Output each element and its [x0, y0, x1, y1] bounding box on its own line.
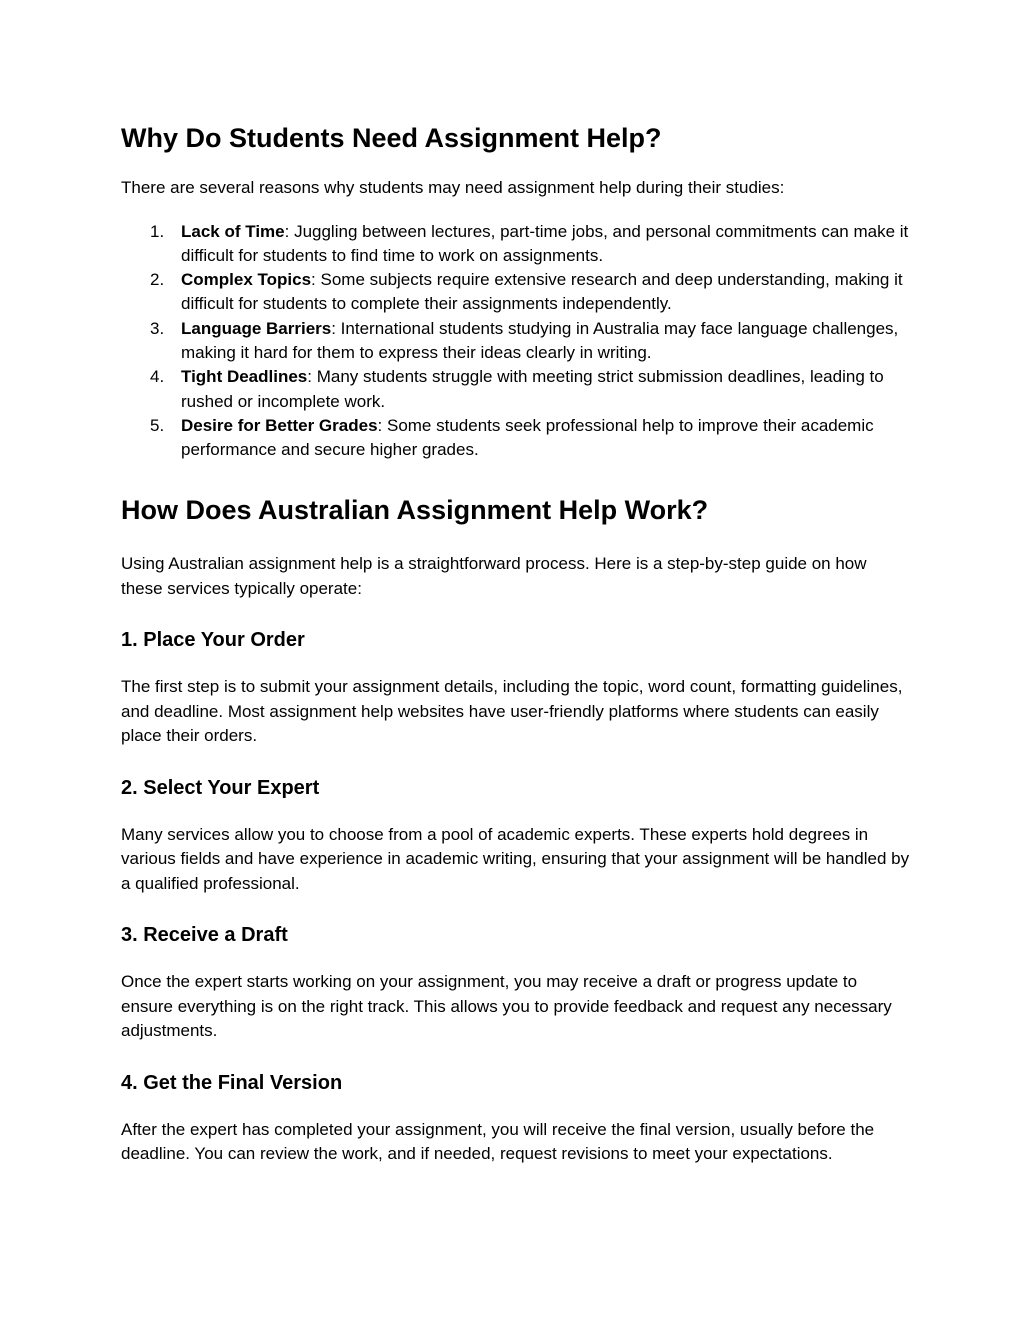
list-item-text: : International students studying in Australia may face language challenges, making it hard for them to express their ideas clearly in writing. — [181, 318, 899, 362]
step-text-final-version: After the expert has completed your assignment, you will receive the final version, usually before the deadline. You can review the work, and if needed, request revisions to meet your expectations. — [121, 1119, 875, 1164]
section-intro-reasons: There are several reasons why students may need assignment help during their studies: — [121, 178, 785, 197]
list-item — [121, 268, 911, 317]
document-content — [121, 118, 911, 1167]
list-item — [121, 220, 911, 269]
step-heading-place-order: 1. Place Your Order — [121, 629, 305, 652]
list-item-text: : Some students seek professional help to improve their academic performance and secure higher grades. — [181, 415, 874, 460]
reasons-list — [121, 220, 911, 463]
section-heading-how-help-works: How Does Australian Assignment Help Work? — [121, 495, 709, 526]
list-item-title: Desire for Better Grades — [181, 415, 378, 435]
section-heading-why-students-need-help: Why Do Students Need Assignment Help? — [121, 123, 662, 153]
list-item — [121, 365, 911, 414]
list-item-number: 3. — [150, 318, 165, 338]
section-intro-process: Using Australian assignment help is a straightforward process. Here is a step-by-step guide on how these services typically operate: — [121, 554, 867, 598]
list-item-number: 5. — [150, 415, 165, 435]
step-heading-receive-draft: 3. Receive a Draft — [121, 924, 288, 947]
list-item — [121, 414, 911, 463]
step-heading-select-expert: 2. Select Your Expert — [121, 776, 320, 799]
list-item-title: Complex Topics — [181, 270, 312, 290]
list-item — [121, 317, 911, 366]
list-item-number: 1. — [150, 221, 165, 241]
list-item-number: 2. — [150, 270, 165, 290]
step-text-place-order: The first step is to submit your assignment details, including the topic, word count, formatting guidelines, and deadline. Most assignment help websites have user-friendly platforms where students can easily place their orders. — [121, 677, 903, 746]
list-item-title: Language Barriers — [181, 318, 332, 338]
list-item-title: Tight Deadlines — [181, 367, 308, 387]
step-text-receive-draft: Once the expert starts working on your assignment, you may receive a draft or progress update to ensure everything is on the right track. This allows you to provide feedback and request any necessary adjustments. — [121, 972, 892, 1041]
list-item-text: : Many students struggle with meeting strict submission deadlines, leading to rushed or incomplete work. — [181, 367, 884, 411]
step-text-select-expert: Many services allow you to choose from a pool of academic experts. These experts hold degrees in various fields and have experience in academic writing, ensuring that your assignment will be handled by a qualified professional. — [121, 824, 910, 893]
list-item-number: 4. — [150, 367, 165, 387]
list-item-text: : Juggling between lectures, part-time jobs, and personal commitments can make it difficult for students to find time to work on assignments. — [181, 221, 909, 265]
list-item-text: : Some subjects require extensive research and deep understanding, making it difficult for students to complete their assignments independently. — [181, 270, 903, 314]
step-heading-final-version: 4. Get the Final Version — [121, 1071, 343, 1094]
list-item-title: Lack of Time — [181, 221, 285, 241]
